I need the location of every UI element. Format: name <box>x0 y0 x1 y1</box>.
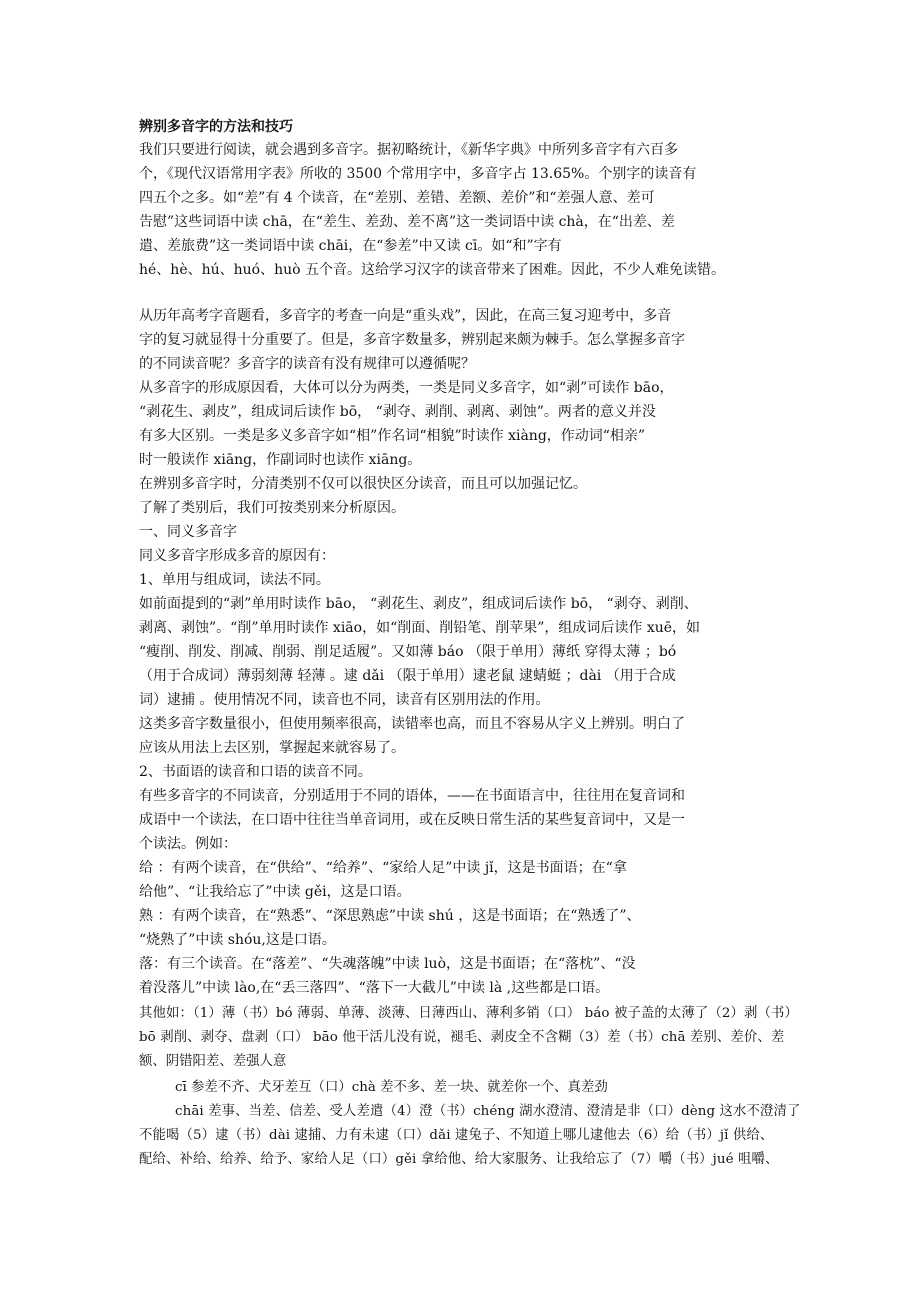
paragraph-line: 额、阴错阳差、差强人意 <box>139 1054 287 1069</box>
paragraph-line: 应该从用法上去区别，掌握起来就容易了。 <box>139 740 405 756</box>
paragraph-line: 熟 ：有两个读音，在“熟悉”、“深思熟虑”中读 shú ，这是书面语；在“熟透了”、 <box>139 908 641 924</box>
paragraph-line: 在辨别多音字时，分清类别不仅可以很快区分读音，而且可以加强记忆。 <box>139 476 587 492</box>
paragraph-line: bō 剥削、剥夺、盘剥（口） bāo 他干活儿没有说，褪毛、剥皮全不含糊（3）差（书）chā 差别、差价、差 <box>139 1030 785 1045</box>
paragraph-line: 着没落儿”中读 lào,在“丢三落四”、“落下一大截儿”中读 là ,这些都是口语。 <box>139 980 610 996</box>
paragraph-line: 不能喝（5）逮（书）dài 逮捕、力有未逮（口）dǎi 逮兔子、不知道上哪儿逮他去（6）给（书）jǐ 供给、 <box>139 1128 774 1143</box>
paragraph-line: “烧熟了”中读 shóu,这是口语。 <box>139 932 336 948</box>
paragraph-line: 剥离、剥蚀”。“削”单用时读作 xiāo，如“削面、削铅笔、削苹果”，组成词后读作 xuē，如 <box>139 620 701 636</box>
paragraph-line: 个读法。例如： <box>139 836 237 852</box>
subsection-heading: 1、单用与组成词，读法不同。 <box>139 572 330 588</box>
paragraph-line: 如前面提到的“剥”单用时读作 bāo， “剥花生、剥皮”，组成词后读作 bō， “剥夺、剥削、 <box>139 596 698 612</box>
paragraph-line: 的不同读音呢？多音字的读音有没有规律可以遵循呢？ <box>139 356 475 372</box>
paragraph-line: （用于合成词）薄弱刻薄 轻薄 。逮 dǎi （限于单用）逮老鼠 逮蜻蜓 ；dài （用于合成 <box>139 668 676 684</box>
paragraph-line: 时一般读作 xiāng，作副词时也读作 xiāng。 <box>139 452 422 468</box>
paragraph-line: 给他”、“让我给忘了”中读 gěi，这是口语。 <box>139 884 411 900</box>
paragraph-line: 这类多音字数量很小，但使用频率很高，读错率也高，而且不容易从字义上辨别。明白了 <box>139 716 685 732</box>
paragraph-line: 有多大区别。一类是多义多音字如“相”作名词“相貌”时读作 xiàng，作动词“相亲” <box>139 428 646 444</box>
paragraph-line: 其他如：（1）薄（书）bó 薄弱、单薄、淡薄、日薄西山、薄利多销（口） báo 被子盖的太薄了（2）剥（书） <box>139 1006 798 1021</box>
paragraph-line: 告慰”这些词语中读 chā，在“差生、差劲、差不离”这一类词语中读 chà，在“出差、差 <box>139 214 675 230</box>
paragraph-line: 个，《现代汉语常用字表》所收的 3500 个常用字中，多音字占 13.65%。个别字的读音有 <box>139 166 697 182</box>
paragraph-line: 四五个之多。如“差”有 4 个读音，在“差别、差错、差额、差价”和“差强人意、差可 <box>139 190 655 206</box>
paragraph-line: 我们只要进行阅读，就会遇到多音字。据初略统计，《新华字典》中所列多音字有六百多 <box>139 142 678 158</box>
paragraph-line: 配给、补给、给养、给予、家给人足（口）gěi 拿给他、给大家服务、让我给忘了（7）嚼（书）jué 咀嚼、 <box>139 1152 779 1167</box>
paragraph-line: 从多音字的形成原因看，大体可以分为两类，一类是同义多音字，如“剥”可读作 bāo， <box>139 380 674 396</box>
paragraph-line: 同义多音字形成多音的原因有： <box>139 548 335 564</box>
subsection-heading: 2、书面语的读音和口语的读音不同。 <box>139 764 372 780</box>
paragraph-line: hé、hè、hú、huó、huò 五个音。这给学习汉字的读音带来了困难。因此，不少人难免读错。 <box>139 262 726 278</box>
paragraph-line: 遣、差旅费”这一类词语中读 chāi，在“参差”中又读 cī。如“和”字有 <box>139 238 562 254</box>
paragraph-line: 词）逮捕 。使用情况不同，读音也不同，读音有区别用法的作用。 <box>139 692 550 708</box>
paragraph-line: 从历年高考字音题看，多音字的考查一向是“重头戏”，因此，在高三复习迎考中，多音 <box>139 308 672 324</box>
paragraph-line: 落：有三个读音。在“落差”、“失魂落魄”中读 luò，这是书面语；在“落枕”、“没 <box>139 956 636 972</box>
paragraph-line: 成语中一个读法，在口语中往往当单音词用，或在反映日常生活的某些复音词中，又是一 <box>139 812 685 828</box>
paragraph-line: “剥花生、剥皮”，组成词后读作 bō， “剥夺、剥削、剥离、剥蚀”。两者的意义并没 <box>139 404 656 420</box>
paragraph-line: 给 ：有两个读音，在“供给”、“给养”、“家给人足”中读 jǐ，这是书面语；在“拿 <box>139 860 627 876</box>
paragraph-line: 了解了类别后，我们可按类别来分析原因。 <box>139 500 405 516</box>
paragraph-line: chāi 差事、当差、信差、受人差遣（4）澄（书）chéng 湖水澄清、澄清是非（口）dèng 这水不澄清了 <box>175 1104 801 1119</box>
paragraph-line: 有些多音字的不同读音，分别适用于不同的语体，——在书面语言中，往往用在复音词和 <box>139 788 685 804</box>
paragraph-line: 字的复习就显得十分重要了。但是，多音字数量多，辨别起来颇为棘手。怎么掌握多音字 <box>139 332 685 348</box>
section-heading: 一、同义多音字 <box>139 524 237 540</box>
paragraph-line: cī 参差不齐、犬牙差互（口）chà 差不多、差一块、就差你一个、真差劲 <box>175 1080 608 1095</box>
document-title: 辨别多音字的方法和技巧 <box>139 119 293 135</box>
paragraph-line: “瘦削、削发、削减、削弱、削足适履”。又如薄 báo （限于单用）薄纸 穿得太薄 ；bó <box>139 644 677 660</box>
